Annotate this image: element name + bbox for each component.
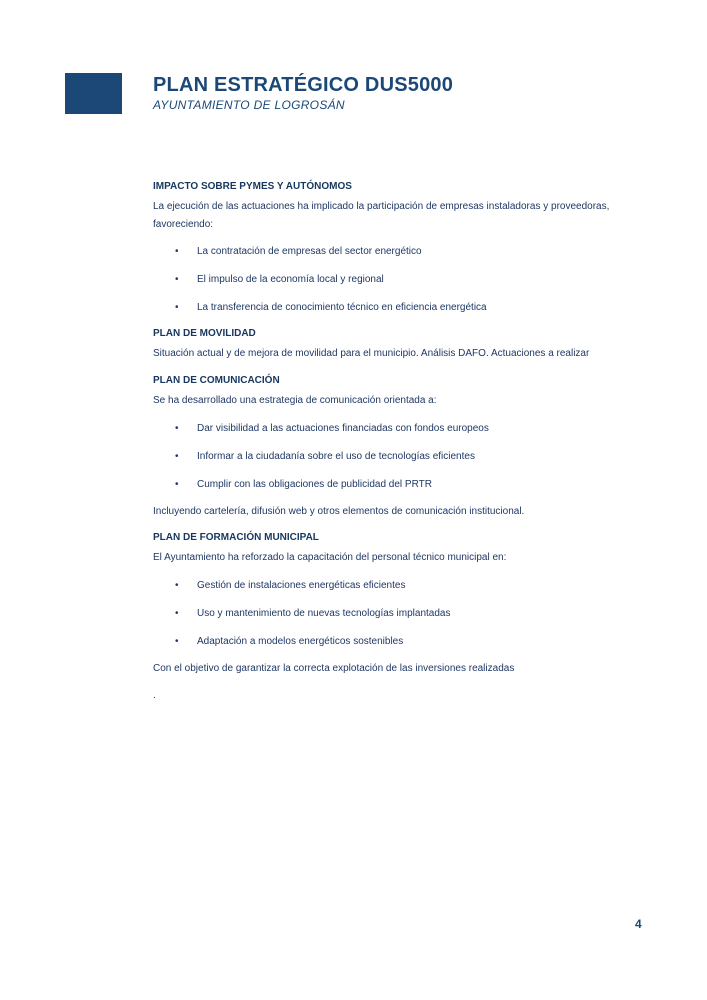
document-title: PLAN ESTRATÉGICO DUS5000 [153, 74, 454, 96]
paragraph: Se ha desarrollado una estrategia de comunicación orientada a: [153, 395, 437, 406]
list-item: La transferencia de conocimiento técnico en eficiencia energética [197, 302, 487, 313]
bullet-icon: • [175, 246, 179, 257]
section-heading: PLAN DE MOVILIDAD [153, 328, 256, 339]
bullet-icon: • [175, 580, 179, 591]
bullet-icon: • [175, 423, 179, 434]
paragraph: La ejecución de las actuaciones ha implicado la participación de empresas instaladoras y proveedoras, [153, 201, 610, 212]
list-item: Uso y mantenimiento de nuevas tecnologías implantadas [197, 608, 451, 619]
section-heading: IMPACTO SOBRE PYMES Y AUTÓNOMOS [153, 181, 352, 192]
bullet-icon: • [175, 274, 179, 285]
list-item: Adaptación a modelos energéticos sostenibles [197, 636, 404, 647]
header-logo-block [65, 73, 122, 114]
list-item: Cumplir con las obligaciones de publicidad del PRTR [197, 479, 432, 490]
page-number: 4 [635, 917, 642, 931]
bullet-icon: • [175, 451, 179, 462]
section-heading: PLAN DE COMUNICACIÓN [153, 375, 280, 386]
bullet-icon: • [175, 636, 179, 647]
trailing-period: . [153, 690, 156, 701]
bullet-icon: • [175, 608, 179, 619]
bullet-icon: • [175, 479, 179, 490]
paragraph: Con el objetivo de garantizar la correcta explotación de las inversiones realizadas [153, 663, 515, 674]
list-item: La contratación de empresas del sector energético [197, 246, 422, 257]
paragraph: Incluyendo cartelería, difusión web y otros elementos de comunicación institucional. [153, 506, 525, 517]
list-item: El impulso de la economía local y regional [197, 274, 384, 285]
document-subtitle: AYUNTAMIENTO DE LOGROSÁN [153, 98, 345, 112]
paragraph: Situación actual y de mejora de movilidad para el municipio. Análisis DAFO. Actuaciones a realizar [153, 348, 590, 359]
section-heading: PLAN DE FORMACIÓN MUNICIPAL [153, 532, 319, 543]
list-item: Gestión de instalaciones energéticas eficientes [197, 580, 406, 591]
paragraph: El Ayuntamiento ha reforzado la capacitación del personal técnico municipal en: [153, 552, 507, 563]
bullet-icon: • [175, 302, 179, 313]
list-item: Informar a la ciudadanía sobre el uso de tecnologías eficientes [197, 451, 475, 462]
paragraph: favoreciendo: [153, 219, 214, 230]
list-item: Dar visibilidad a las actuaciones financiadas con fondos europeos [197, 423, 489, 434]
